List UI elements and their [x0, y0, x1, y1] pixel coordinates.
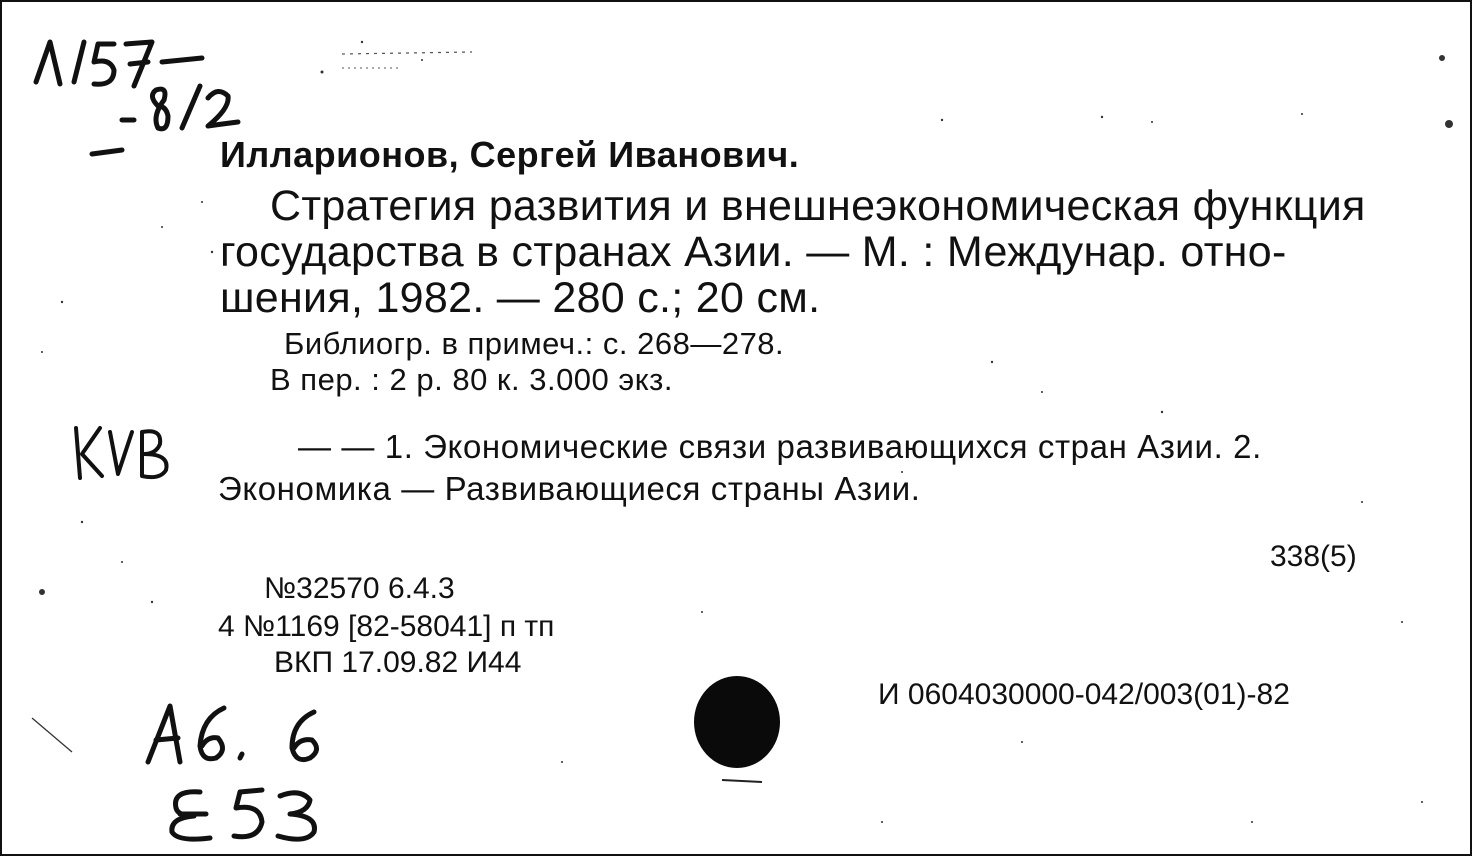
code-line-2: 4 №1169 [82-58041] п тп [218, 610, 555, 643]
handwritten-call-number [2, 2, 302, 202]
subject-line-1: — — 1. Экономические связи развивающихся стран Азии. 2. [298, 428, 1262, 465]
classification-number: 338(5) [1270, 540, 1357, 573]
bibliography-note: Библиогр. в примеч.: с. 268—278. [284, 326, 785, 361]
handwritten-side-mark [62, 414, 192, 494]
title-line-1: Стратегия развития и внешнеэкономическая функция [270, 182, 1366, 230]
price-note: В пер. : 2 р. 80 к. 3.000 экз. [270, 362, 673, 397]
title-line-2: государства в странах Азии. — М. : Междунар. отно- [220, 228, 1287, 276]
code-line-1: №32570 6.4.3 [264, 572, 455, 605]
title-line-3: шения, 1982. — 280 с.; 20 см. [220, 274, 821, 322]
author-heading: Илларионов, Сергей Иванович. [220, 134, 800, 175]
handwritten-shelf-mark [132, 692, 372, 852]
isbn-line: И 0604030000-042/003(01)-82 [878, 678, 1290, 711]
subject-line-2: Экономика — Развивающиеся страны Азии. [218, 470, 921, 507]
punch-hole [694, 676, 780, 768]
code-line-3: ВКП 17.09.82 И44 [274, 646, 522, 679]
